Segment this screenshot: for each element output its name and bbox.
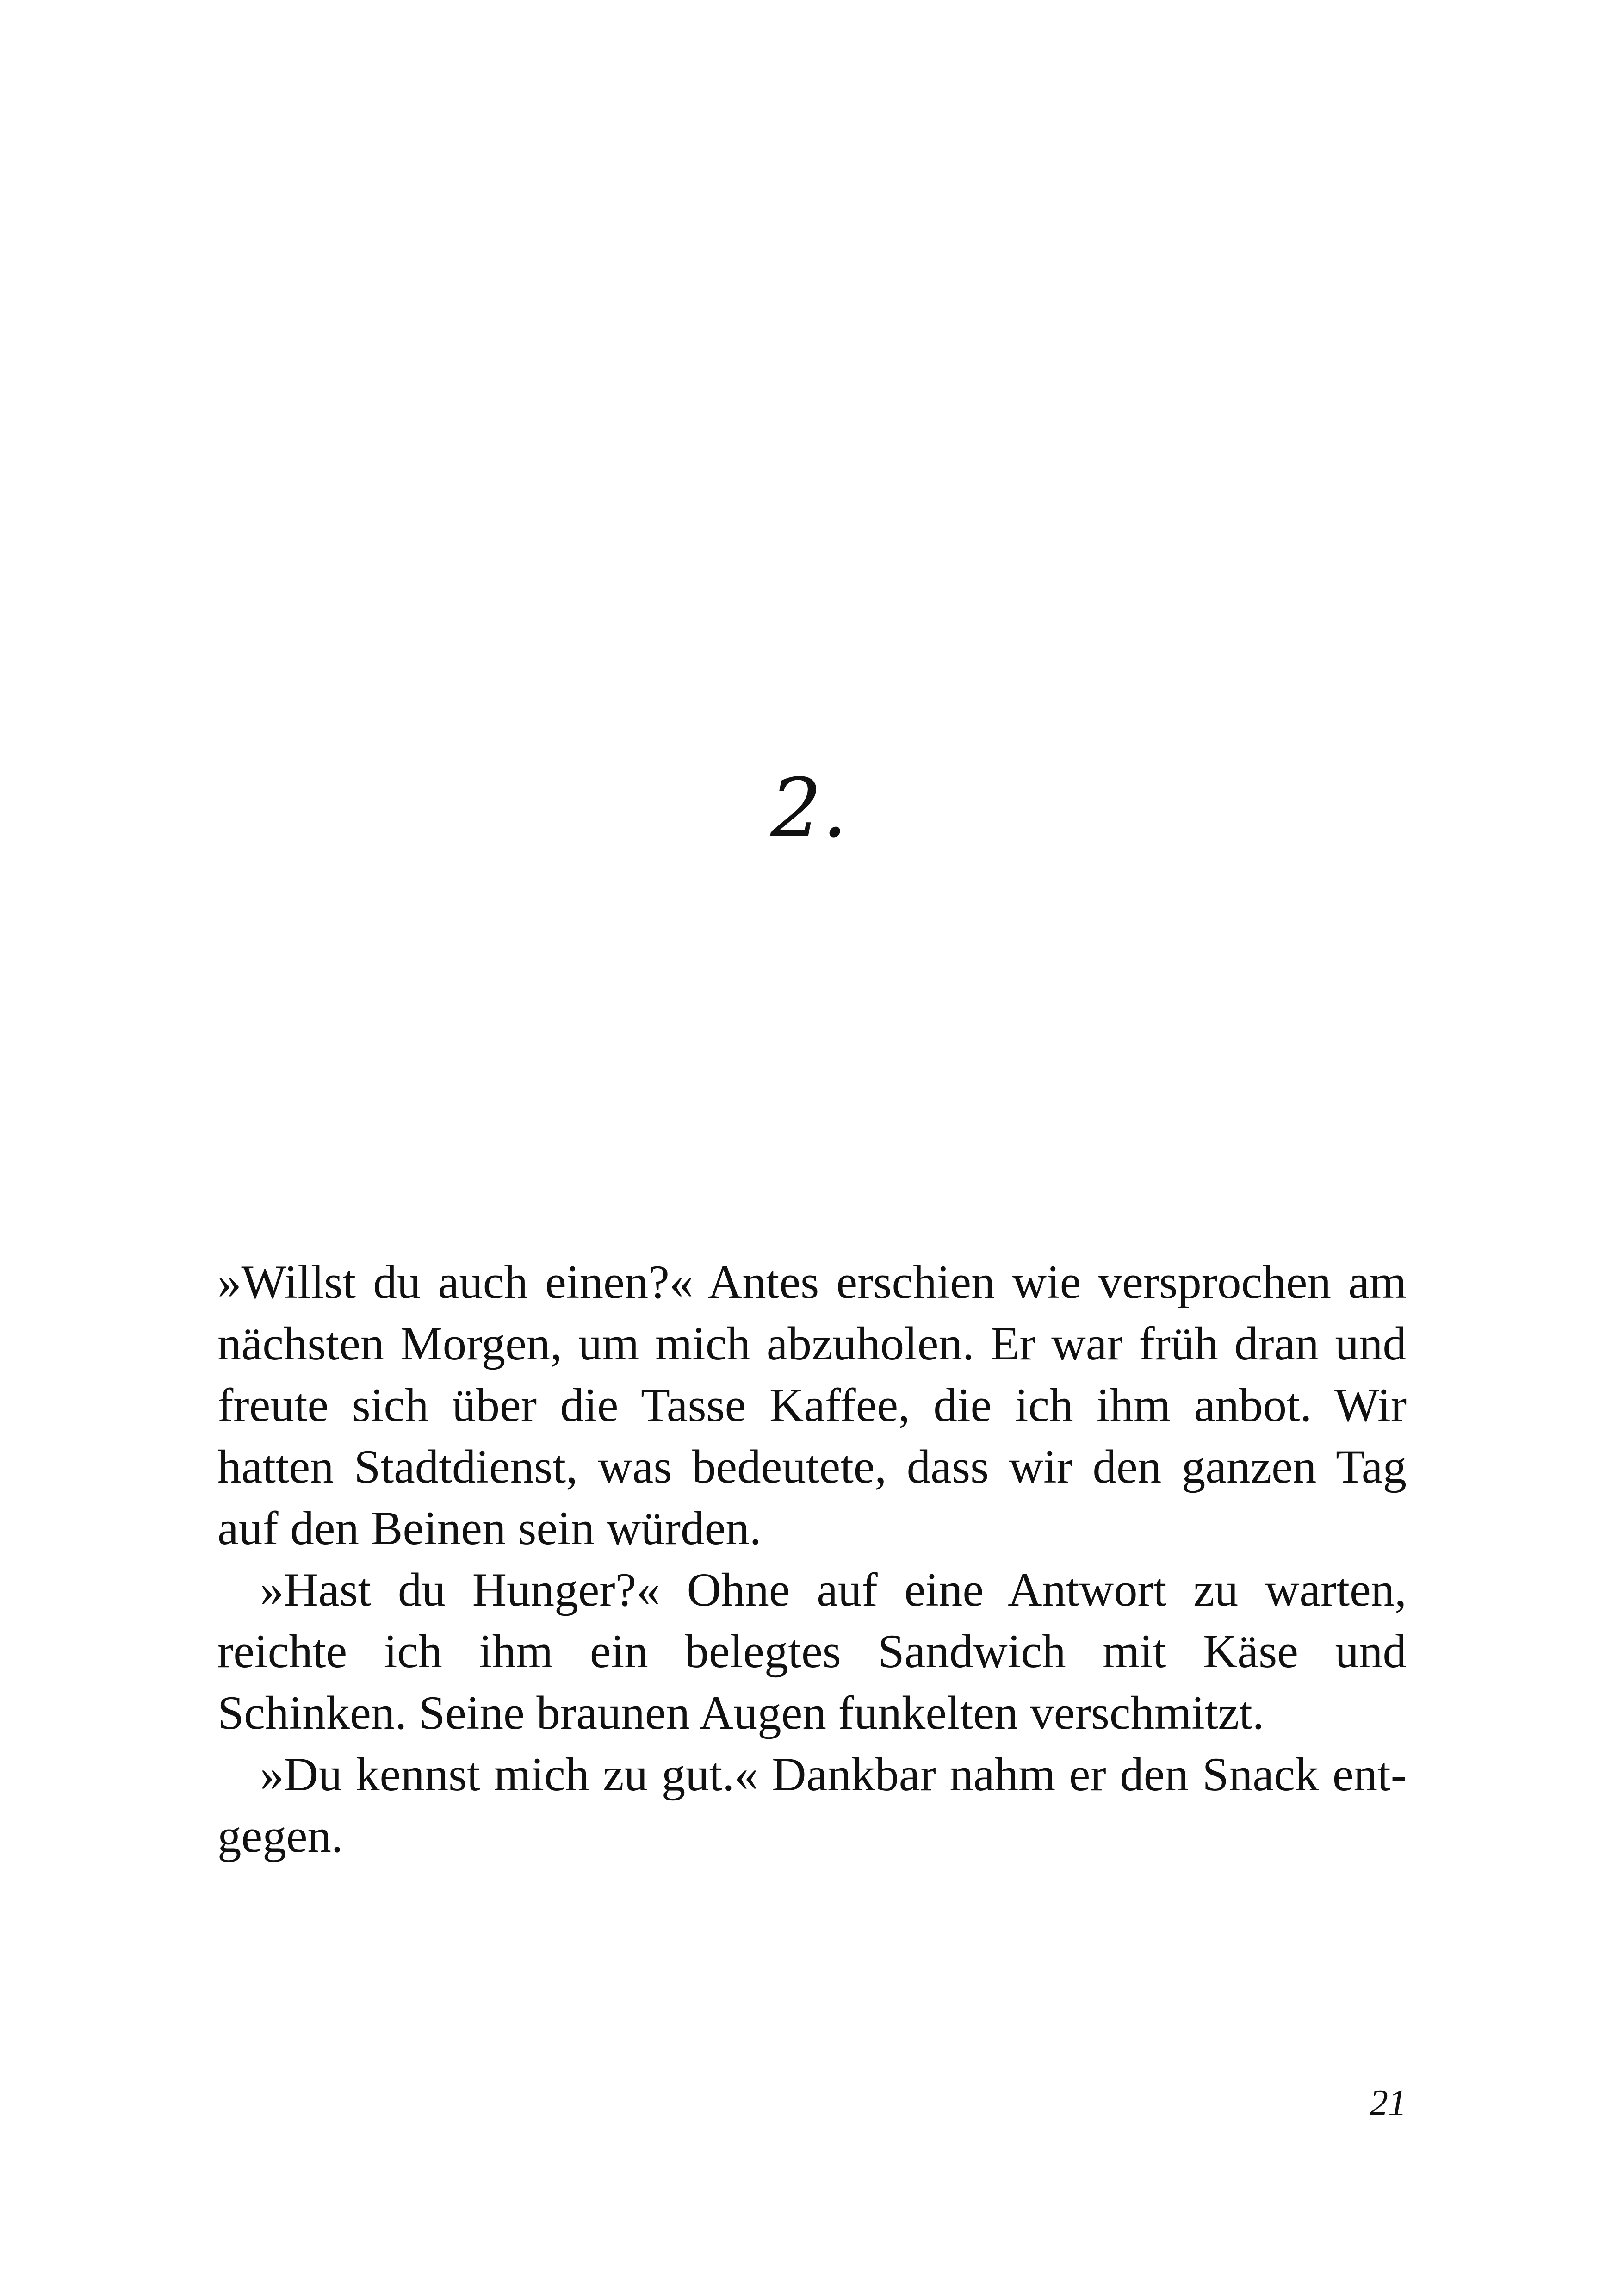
paragraph: »Willst du auch einen?« Antes erschien wie versprochen am nächsten Morgen, um mich abzuholen. Er war früh dran und freute sich über die Tasse Kaffee, die ich ihm anbot. Wir hatten Stadtdienst, was bedeutete, dass wir den ganzen Tag auf den Beinen sein würden. [217, 1256, 1407, 1555]
paragraph: »Hast du Hunger?« Ohne auf eine Antwort zu warten, reichte ich ihm ein belegtes Sandwich mit Käse und Schinken. Seine braunen Augen funkelten verschmitzt. [217, 1564, 1407, 1739]
paragraph: »Du kennst mich zu gut.« Dankbar nahm er den Snack entgegen. [217, 1748, 1407, 1862]
chapter-body-text [217, 1252, 1407, 1867]
page-number: 21 [1370, 2083, 1407, 2123]
chapter-number: 2. [770, 762, 848, 856]
